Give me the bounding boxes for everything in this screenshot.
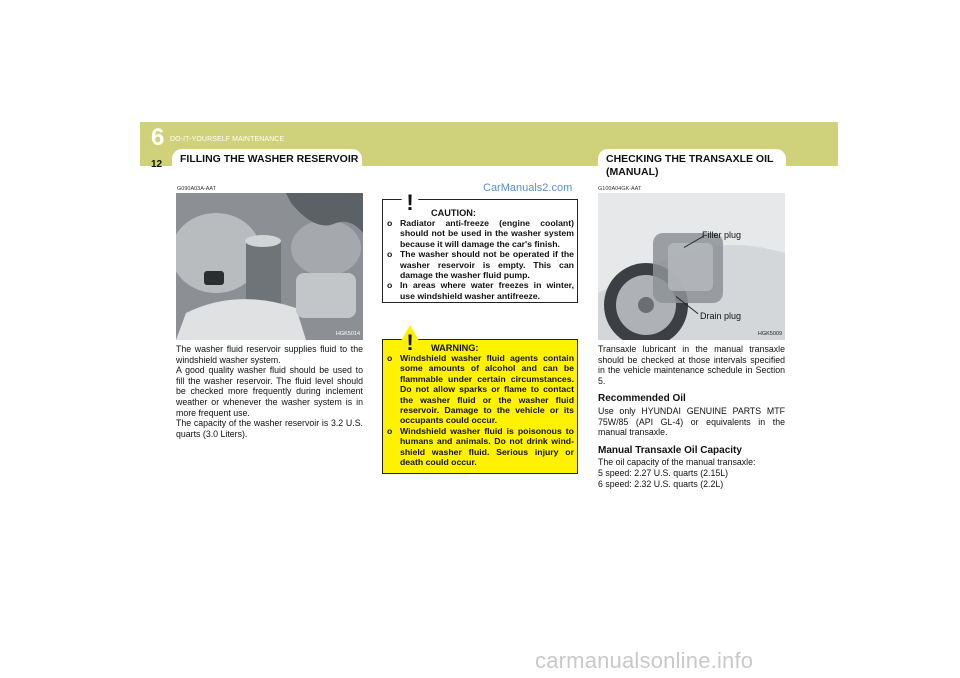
oil-capacity-line: The oil capacity of the manual transaxle: xyxy=(598,457,756,468)
oil-capacity-line: 5 speed: 2.27 U.S. quarts (2.15L) xyxy=(598,467,729,478)
warning-title: WARNING: xyxy=(431,343,479,353)
caution-exclamation: ! xyxy=(406,190,414,215)
recommended-oil-heading: Recommended Oil xyxy=(598,393,686,405)
oil-capacity-line: 6 speed: 2.32 U.S. quarts (2.2L) xyxy=(598,478,724,489)
caution-title: CAUTION: xyxy=(431,208,476,218)
warning-triangle-icon xyxy=(393,325,427,355)
transaxle-body-text xyxy=(598,344,785,489)
caution-item: o In areas where water freezes in winter, use windshield washer antifreeze. xyxy=(387,280,574,301)
caution-list xyxy=(387,218,574,301)
section-title-transaxle: CHECKING THE TRANSAXLE OIL (MANUAL) xyxy=(598,149,786,183)
warning-list xyxy=(387,353,574,467)
caution-triangle-icon xyxy=(393,185,427,215)
filler-plug-label: Filler plug xyxy=(702,230,742,240)
washer-body-text xyxy=(176,344,363,439)
photo-code-transaxle: HGK5009 xyxy=(757,331,782,337)
engine-bay-illustration xyxy=(176,193,363,340)
site-watermark: carmanualsonline.info xyxy=(535,648,754,673)
warning-item: o Windshield washer fluid agents contain some amounts of alcohol and can be flammable under certain circumstances. Do not allow sparks or flame to contact the washer fluid or the washer fluid reservoir. Damage to the vehicle or its occupants could occur. xyxy=(387,353,574,426)
warning-exclamation: ! xyxy=(406,330,414,355)
washer-paragraph: A good quality washer fluid should be used to fill the washer reservoir. The fluid level should be checked more frequently during inclement weather or whenever the washer system is in more frequent use. xyxy=(176,365,363,418)
section-title-washer: FILLING THE WASHER RESERVOIR xyxy=(172,149,362,169)
transaxle-photo xyxy=(598,193,785,340)
chapter-title: DO-IT-YOURSELF MAINTENANCE xyxy=(170,136,285,143)
washer-reservoir-photo xyxy=(176,193,363,340)
page-number: 12 xyxy=(151,159,163,170)
transaxle-intro: Transaxle lubricant in the manual transaxle should be checked at those intervals specified in the vehicle maintenance schedule in Section 5. xyxy=(598,344,785,386)
carmanuals-watermark: CarManuals2.com xyxy=(483,182,573,194)
caution-item: o Radiator anti-freeze (engine coolant) should not be used in the washer system because it will damage the car's finish. xyxy=(387,218,574,249)
section-code-transaxle: G100A04GK-AAT xyxy=(598,186,642,192)
oil-capacity-heading: Manual Transaxle Oil Capacity xyxy=(598,444,742,456)
washer-paragraph: The washer fluid reservoir supplies fluid to the windshield washer system. xyxy=(176,344,363,365)
warning-item: o Windshield washer fluid is poisonous to humans and animals. Do not drink wind-shield washer fluid. Serious injury or death could occur. xyxy=(387,426,574,468)
caution-item: o The washer should not be operated if the washer reservoir is empty. This can damage the washer fluid pump. xyxy=(387,249,574,280)
drain-plug-label: Drain plug xyxy=(700,311,742,321)
transaxle-illustration xyxy=(598,193,785,340)
washer-paragraph: The capacity of the washer reservoir is 3.2 U.S. quarts (3.0 Liters). xyxy=(176,418,363,439)
section-code-washer: G090A03A-AAT xyxy=(177,186,217,192)
recommended-oil-text: Use only HYUNDAI GENUINE PARTS MTF 75W/85 (API GL-4) or equivalents in the manual transaxle. xyxy=(598,405,785,438)
chapter-number: 6 xyxy=(151,124,165,151)
photo-code-washer: HGK5014 xyxy=(335,331,360,337)
